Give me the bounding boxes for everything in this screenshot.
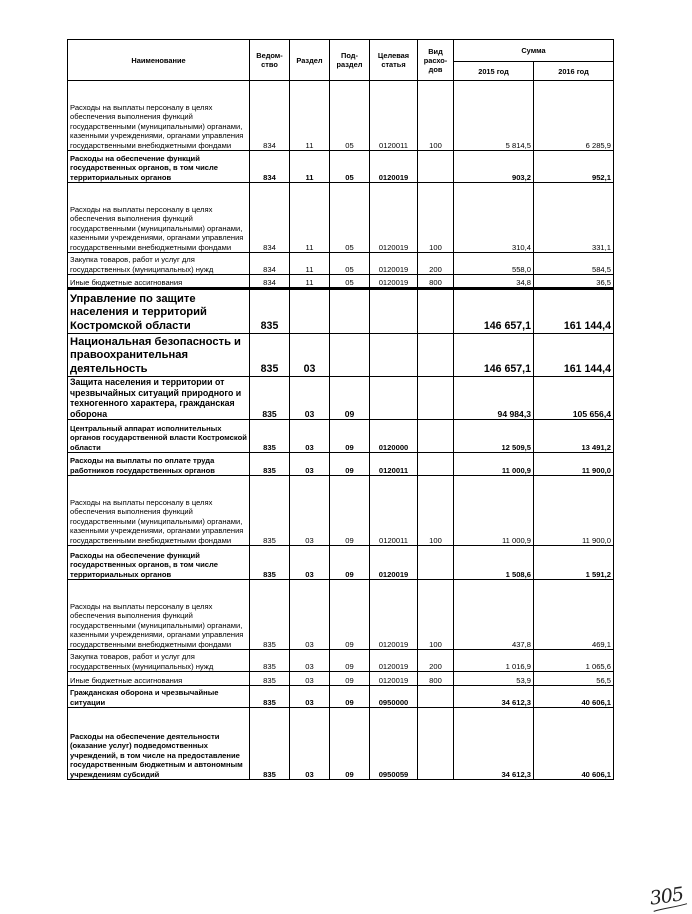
cell-name: Расходы на выплаты персоналу в целях обеспечения выполнения функций государственными (муниципальными) органами, казенными учреждениями, органами управления государственными внебюджетными фондами [68, 183, 250, 253]
cell-target [370, 377, 418, 420]
cell-y2015: 34 612,3 [454, 708, 534, 780]
cell-type [418, 289, 454, 334]
cell-name: Расходы на выплаты персоналу в целях обеспечения выполнения функций государственными (муниципальными) органами, казенными учреждениями, органами управления государственными внебюджетными фондами [68, 81, 250, 151]
cell-name: Расходы на обеспечение функций государственных органов, в том числе территориальных органов [68, 546, 250, 580]
cell-target: 0120019 [370, 151, 418, 183]
header-subsection [330, 40, 370, 81]
header-2015: 2015 год [454, 62, 534, 81]
cell-y2015: 11 000,9 [454, 453, 534, 476]
cell-type: 100 [418, 476, 454, 546]
cell-target: 0120019 [370, 546, 418, 580]
cell-subsection: 09 [330, 377, 370, 420]
table-row [68, 275, 614, 289]
cell-dept: 835 [250, 377, 290, 420]
cell-dept: 834 [250, 81, 290, 151]
cell-dept: 834 [250, 183, 290, 253]
table-row [68, 253, 614, 275]
cell-target [370, 289, 418, 334]
cell-dept: 835 [250, 686, 290, 708]
cell-subsection: 09 [330, 650, 370, 672]
cell-y2015: 5 814,5 [454, 81, 534, 151]
cell-target: 0120011 [370, 81, 418, 151]
cell-name: Иные бюджетные ассигнования [68, 672, 250, 686]
cell-name: Расходы на выплаты персоналу в целях обеспечения выполнения функций государственными (муниципальными) органами, казенными учреждениями, органами управления государственными внебюджетными фондами [68, 476, 250, 546]
cell-dept: 834 [250, 253, 290, 275]
cell-y2015: 310,4 [454, 183, 534, 253]
header-2016: 2016 год [534, 62, 614, 81]
cell-dept: 835 [250, 672, 290, 686]
cell-section: 11 [290, 253, 330, 275]
cell-type: 200 [418, 253, 454, 275]
cell-subsection: 09 [330, 476, 370, 546]
handwritten-page-number [648, 882, 691, 913]
cell-y2015: 146 657,1 [454, 289, 534, 334]
cell-y2016: 584,5 [534, 253, 614, 275]
cell-y2016: 6 285,9 [534, 81, 614, 151]
table-body [68, 81, 614, 780]
cell-target: 0120000 [370, 420, 418, 453]
cell-section: 03 [290, 546, 330, 580]
cell-y2015: 903,2 [454, 151, 534, 183]
cell-section: 03 [290, 377, 330, 420]
cell-y2015: 11 000,9 [454, 476, 534, 546]
cell-dept: 834 [250, 275, 290, 289]
cell-section: 11 [290, 275, 330, 289]
cell-type: 200 [418, 650, 454, 672]
cell-name: Расходы на обеспечение функций государственных органов, в том числе территориальных органов [68, 151, 250, 183]
cell-dept: 835 [250, 334, 290, 377]
cell-subsection: 09 [330, 420, 370, 453]
cell-section: 03 [290, 708, 330, 780]
table-row [68, 686, 614, 708]
header-target-text: Целевая статья [377, 51, 410, 69]
table-row [68, 708, 614, 780]
cell-subsection: 09 [330, 546, 370, 580]
header-dept [250, 40, 290, 81]
cell-target: 0120019 [370, 183, 418, 253]
page-number-text: 305 [648, 883, 685, 910]
cell-subsection: 09 [330, 686, 370, 708]
cell-y2016: 952,1 [534, 151, 614, 183]
header-target [370, 40, 418, 81]
cell-subsection [330, 289, 370, 334]
table-row [68, 580, 614, 650]
cell-y2016: 40 606,1 [534, 708, 614, 780]
header-exp-type-text: Вид расхо- дов [423, 46, 448, 74]
cell-name: Закупка товаров, работ и услуг для государственных (муниципальных) нужд [68, 650, 250, 672]
cell-target: 0120019 [370, 672, 418, 686]
header-exp-type [418, 40, 454, 81]
cell-y2015: 53,9 [454, 672, 534, 686]
cell-target [370, 334, 418, 377]
cell-y2015: 1 508,6 [454, 546, 534, 580]
cell-subsection: 09 [330, 708, 370, 780]
cell-dept: 835 [250, 476, 290, 546]
cell-subsection: 09 [330, 580, 370, 650]
table-row [68, 334, 614, 377]
cell-section: 03 [290, 650, 330, 672]
header-sum: Сумма [454, 40, 614, 62]
cell-target: 0120011 [370, 453, 418, 476]
cell-subsection: 05 [330, 275, 370, 289]
table-row [68, 183, 614, 253]
cell-subsection: 09 [330, 672, 370, 686]
cell-target: 0120019 [370, 275, 418, 289]
cell-section: 03 [290, 420, 330, 453]
cell-y2015: 558,0 [454, 253, 534, 275]
cell-target: 0950000 [370, 686, 418, 708]
cell-y2016: 36,5 [534, 275, 614, 289]
cell-name: Центральный аппарат исполнительных органов государственной власти Костромской области [68, 420, 250, 453]
cell-type: 100 [418, 580, 454, 650]
cell-name: Закупка товаров, работ и услуг для государственных (муниципальных) нужд [68, 253, 250, 275]
cell-name: Гражданская оборона и чрезвычайные ситуации [68, 686, 250, 708]
table-row [68, 289, 614, 334]
cell-y2015: 34 612,3 [454, 686, 534, 708]
cell-y2016: 56,5 [534, 672, 614, 686]
table-row [68, 420, 614, 453]
cell-name: Расходы на обеспечение деятельности (оказание услуг) подведомственных учреждений, в том числе на предоставление государственным бюджетным и автономным учреждениям субсидий [68, 708, 250, 780]
cell-dept: 835 [250, 289, 290, 334]
cell-name: Расходы на выплаты по оплате труда работников государственных органов [68, 453, 250, 476]
cell-type [418, 420, 454, 453]
cell-section: 03 [290, 686, 330, 708]
header-section: Раздел [290, 40, 330, 81]
cell-subsection: 09 [330, 453, 370, 476]
cell-y2016: 1 065,6 [534, 650, 614, 672]
cell-name: Расходы на выплаты персоналу в целях обеспечения выполнения функций государственными (муниципальными) органами, казенными учреждениями, органами управления государственными внебюджетными фондами [68, 580, 250, 650]
cell-name: Иные бюджетные ассигнования [68, 275, 250, 289]
page-number-underline [648, 882, 691, 913]
cell-y2016: 161 144,4 [534, 289, 614, 334]
cell-target: 0120019 [370, 580, 418, 650]
cell-dept: 834 [250, 151, 290, 183]
cell-y2016: 11 900,0 [534, 453, 614, 476]
cell-target: 0120011 [370, 476, 418, 546]
header-dept-text: Ведом- ство [256, 51, 283, 69]
table-row [68, 476, 614, 546]
cell-dept: 835 [250, 580, 290, 650]
cell-y2016: 469,1 [534, 580, 614, 650]
budget-document [67, 39, 685, 910]
cell-section: 03 [290, 580, 330, 650]
cell-type [418, 151, 454, 183]
cell-dept: 835 [250, 650, 290, 672]
table-row [68, 81, 614, 151]
cell-y2015: 1 016,9 [454, 650, 534, 672]
cell-dept: 835 [250, 453, 290, 476]
table-row [68, 650, 614, 672]
cell-dept: 835 [250, 546, 290, 580]
cell-name: Национальная безопасность и правоохранительная деятельность [68, 334, 250, 377]
cell-target: 0120019 [370, 253, 418, 275]
cell-section: 11 [290, 81, 330, 151]
cell-y2016: 11 900,0 [534, 476, 614, 546]
cell-dept: 835 [250, 708, 290, 780]
cell-type [418, 334, 454, 377]
cell-dept: 835 [250, 420, 290, 453]
cell-name: Защита населения и территории от чрезвычайных ситуаций природного и техногенного характера, гражданская оборона [68, 377, 250, 420]
cell-y2016: 161 144,4 [534, 334, 614, 377]
cell-type [418, 686, 454, 708]
table-row [68, 377, 614, 420]
cell-type: 800 [418, 672, 454, 686]
cell-y2015: 34,8 [454, 275, 534, 289]
cell-subsection: 05 [330, 183, 370, 253]
budget-table [67, 39, 614, 780]
cell-section: 03 [290, 453, 330, 476]
cell-target: 0950059 [370, 708, 418, 780]
header-name: Наименование [68, 40, 250, 81]
cell-type: 100 [418, 183, 454, 253]
cell-section [290, 289, 330, 334]
cell-subsection: 05 [330, 81, 370, 151]
cell-section: 11 [290, 151, 330, 183]
cell-section: 03 [290, 672, 330, 686]
cell-type [418, 453, 454, 476]
cell-y2016: 40 606,1 [534, 686, 614, 708]
cell-y2015: 437,8 [454, 580, 534, 650]
cell-y2016: 1 591,2 [534, 546, 614, 580]
cell-section: 03 [290, 476, 330, 546]
cell-y2016: 331,1 [534, 183, 614, 253]
table-row [68, 546, 614, 580]
cell-section: 03 [290, 334, 330, 377]
cell-y2015: 12 509,5 [454, 420, 534, 453]
cell-type [418, 708, 454, 780]
table-row [68, 151, 614, 183]
cell-y2015: 146 657,1 [454, 334, 534, 377]
cell-y2015: 94 984,3 [454, 377, 534, 420]
cell-subsection: 05 [330, 253, 370, 275]
header-subsection-text: Под- раздел [336, 51, 363, 69]
cell-type [418, 377, 454, 420]
cell-subsection [330, 334, 370, 377]
cell-type: 100 [418, 81, 454, 151]
cell-subsection: 05 [330, 151, 370, 183]
cell-y2016: 13 491,2 [534, 420, 614, 453]
cell-type [418, 546, 454, 580]
table-row [68, 453, 614, 476]
cell-name: Управление по защите населения и территорий Костромской области [68, 289, 250, 334]
cell-section: 11 [290, 183, 330, 253]
cell-target: 0120019 [370, 650, 418, 672]
table-row [68, 672, 614, 686]
cell-y2016: 105 656,4 [534, 377, 614, 420]
cell-type: 800 [418, 275, 454, 289]
